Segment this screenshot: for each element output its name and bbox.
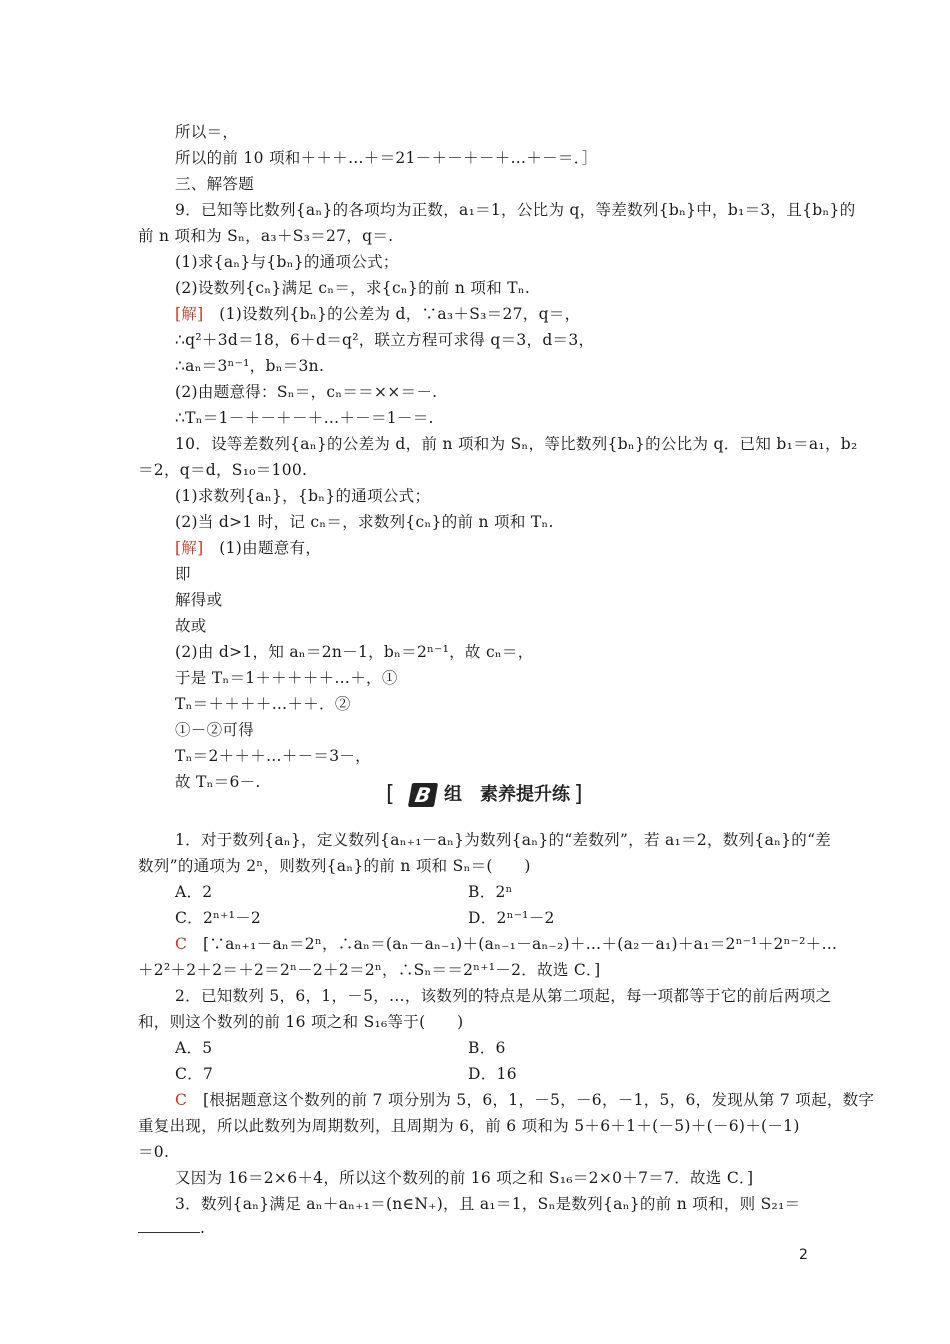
text-line [175, 278, 530, 298]
line-text: (2)由 d>1，知 aₙ＝2n－1，bₙ＝2ⁿ⁻¹，故 cₙ＝， [175, 643, 534, 661]
line-text: (1)设数列{bₙ}的公差为 d，∵a₃＋S₃＝27，q＝， [203, 305, 581, 323]
line-text: (2)当 d>1 时，记 cₙ＝，求数列{cₙ}的前 n 项和 Tₙ. [175, 513, 554, 531]
text-line [138, 1012, 463, 1032]
text-line [175, 486, 430, 506]
text-line [175, 330, 594, 350]
text-line [175, 772, 261, 792]
text-line [138, 460, 307, 480]
text-line [175, 590, 222, 610]
line-text: (1)求{aₙ}与{bₙ}的通项公式； [175, 253, 399, 271]
line-text: 3．数列{aₙ}满足 aₙ＋aₙ₊₁＝(n∈N₊)，且 a₁＝1，Sₙ是数列{aₙ}的前 n 项和，则 S₂₁＝ [175, 1195, 801, 1213]
line-text: Tₙ＝2＋＋＋…＋－＝3－， [175, 747, 371, 765]
text-line [175, 746, 371, 766]
text-line [138, 226, 393, 246]
text-line [175, 200, 856, 220]
line-text: (2)设数列{cₙ}满足 cₙ＝，求{cₙ}的前 n 项和 Tₙ. [175, 279, 531, 297]
line-text: ∴aₙ＝3ⁿ⁻¹，bₙ＝3n. [175, 357, 325, 375]
text-line [175, 512, 554, 532]
line-text: B．2ⁿ [468, 883, 513, 901]
line-text: D．2ⁿ⁻¹－2 [468, 909, 555, 927]
answer-blank[interactable] [138, 1218, 200, 1233]
line-text: ＝0. [138, 1143, 170, 1161]
line-text: 和，则这个数列的前 16 项之和 S₁₆等于( ) [138, 1013, 464, 1031]
line-text: 前 n 项和为 Sₙ，a₃＋S₃＝27，q＝. [138, 227, 394, 245]
answer-marker: C [175, 1091, 188, 1109]
line-text: 重复出现，所以此数列为周期数列，且周期为 6，前 6 项和为 5＋6＋1＋(－5)＋(－6)＋(－1) [138, 1117, 800, 1135]
line-text: 于是 Tₙ＝1＋＋＋＋＋…＋，① [175, 669, 398, 687]
line-text: 9．已知等比数列{aₙ}的各项均为正数，a₁＝1，公比为 q，等差数列{bₙ}中，b₁＝3，且{bₙ}的 [175, 201, 856, 219]
section-header-b [380, 780, 590, 810]
text-line [468, 908, 555, 928]
text-line [175, 1168, 753, 1188]
answer-marker: [解] [175, 305, 204, 323]
line-text: (1)由题意有， [203, 539, 322, 557]
section-title: 组 素养提升练 [444, 784, 570, 805]
text-line [175, 564, 191, 584]
line-text: 10．设等差数列{aₙ}的公差为 d，前 n 项和为 Sₙ，等比数列{bₙ}的公比为 q．已知 b₁＝a₁，b₂ [175, 435, 858, 453]
answer-blank-line [138, 1218, 205, 1238]
text-line [175, 830, 831, 850]
text-line [175, 616, 207, 636]
line-text: A．5 [175, 1039, 213, 1057]
line-text: C．2ⁿ⁺¹－2 [175, 909, 262, 927]
line-text: ∴q²＋3d＝18，6＋d＝q²，联立方程可求得 q＝3，d＝3， [175, 331, 595, 349]
line-text: 2．已知数列 5，6，1，－5，…，该数列的特点是从第二项起，每一项都等于它的前后两项之 [175, 987, 832, 1005]
line-text: ∴Tₙ＝1－＋－＋－＋…＋－＝1－＝. [175, 409, 434, 427]
line-text: 所以的前 10 项和＋＋＋…＋＝21－＋－＋－＋…＋－＝．］ [175, 149, 598, 167]
text-line [175, 986, 831, 1006]
line-text: C．7 [175, 1065, 214, 1083]
text-line [175, 122, 238, 142]
text-line [175, 882, 212, 902]
page-number: 2 [799, 1247, 808, 1263]
text-line [175, 1038, 212, 1058]
text-line [175, 356, 324, 376]
text-line [468, 1038, 506, 1058]
line-text: 所以＝， [175, 123, 239, 141]
text-line [175, 694, 351, 714]
line-text: (2)由题意得：Sₙ＝，cₙ＝＝××＝－. [175, 383, 438, 401]
text-line [175, 382, 437, 402]
text-line [175, 642, 534, 662]
text-line [175, 668, 398, 688]
text-line [138, 856, 531, 876]
text-line [138, 1142, 169, 1162]
text-line [138, 1116, 800, 1136]
line-text: ＋2²＋2＋2＝＋2＝2ⁿ－2＋2＝2ⁿ，∴Sₙ＝＝2ⁿ⁺¹－2．故选 C．] [138, 961, 601, 979]
text-line [175, 252, 399, 272]
text-line [175, 1194, 800, 1214]
line-text: Tₙ＝＋＋＋＋…＋＋．② [175, 695, 351, 713]
blank-tail: . [200, 1219, 206, 1237]
line-text: D．16 [468, 1065, 517, 1083]
line-text: 即 [175, 565, 191, 583]
text-line [175, 1090, 874, 1110]
text-line [138, 960, 600, 980]
line-text: [∵aₙ₊₁－aₙ＝2ⁿ，∴aₙ＝(aₙ－aₙ₋₁)＋(aₙ₋₁－aₙ₋₂)＋…＋(a₂－a₁)＋a₁＝2ⁿ⁻¹＋2ⁿ⁻²＋… [187, 935, 838, 953]
line-text: 故或 [175, 617, 207, 635]
text-line [175, 538, 321, 558]
left-bracket: [ [386, 782, 395, 807]
group-b-badge: B [408, 783, 438, 807]
line-text: 又因为 16＝2×6＋4，所以这个数列的前 16 项之和 S₁₆＝2×0＋7＝7．故选 C．] [175, 1169, 754, 1187]
line-text: ①－②可得 [175, 721, 255, 739]
text-line [468, 882, 513, 902]
line-text: (1)求数列{aₙ}，{bₙ}的通项公式； [175, 487, 431, 505]
text-line [175, 934, 837, 954]
answer-marker: [解] [175, 539, 204, 557]
right-bracket: ] [574, 782, 583, 807]
text-line [468, 1064, 517, 1084]
line-text: 故 Tₙ＝6－. [175, 773, 261, 791]
text-line [175, 908, 261, 928]
line-text: B．6 [468, 1039, 506, 1057]
text-line [175, 148, 598, 168]
line-text: ＝2，q＝d，S₁₀＝100. [138, 461, 308, 479]
line-text: [根据题意这个数列的前 7 项分别为 5，6，1，－5，－6，－1，5，6，发现从第 7 项起，数字 [187, 1091, 875, 1109]
text-line [175, 304, 580, 324]
text-line [175, 720, 254, 740]
line-text: 解得或 [175, 591, 223, 609]
line-text: 1．对于数列{aₙ}，定义数列{aₙ₊₁－aₙ}为数列{aₙ}的“差数列”，若 a₁＝2，数列{aₙ}的“差 [175, 831, 832, 849]
text-line [175, 1064, 213, 1084]
line-text: 数列”的通项为 2ⁿ，则数列{aₙ}的前 n 项和 Sₙ＝( ) [138, 857, 531, 875]
text-line [175, 434, 857, 454]
answer-marker: C [175, 935, 188, 953]
text-line [175, 408, 434, 428]
text-line [175, 174, 254, 194]
line-text: A．2 [175, 883, 213, 901]
line-text: 三、解答题 [175, 175, 255, 193]
